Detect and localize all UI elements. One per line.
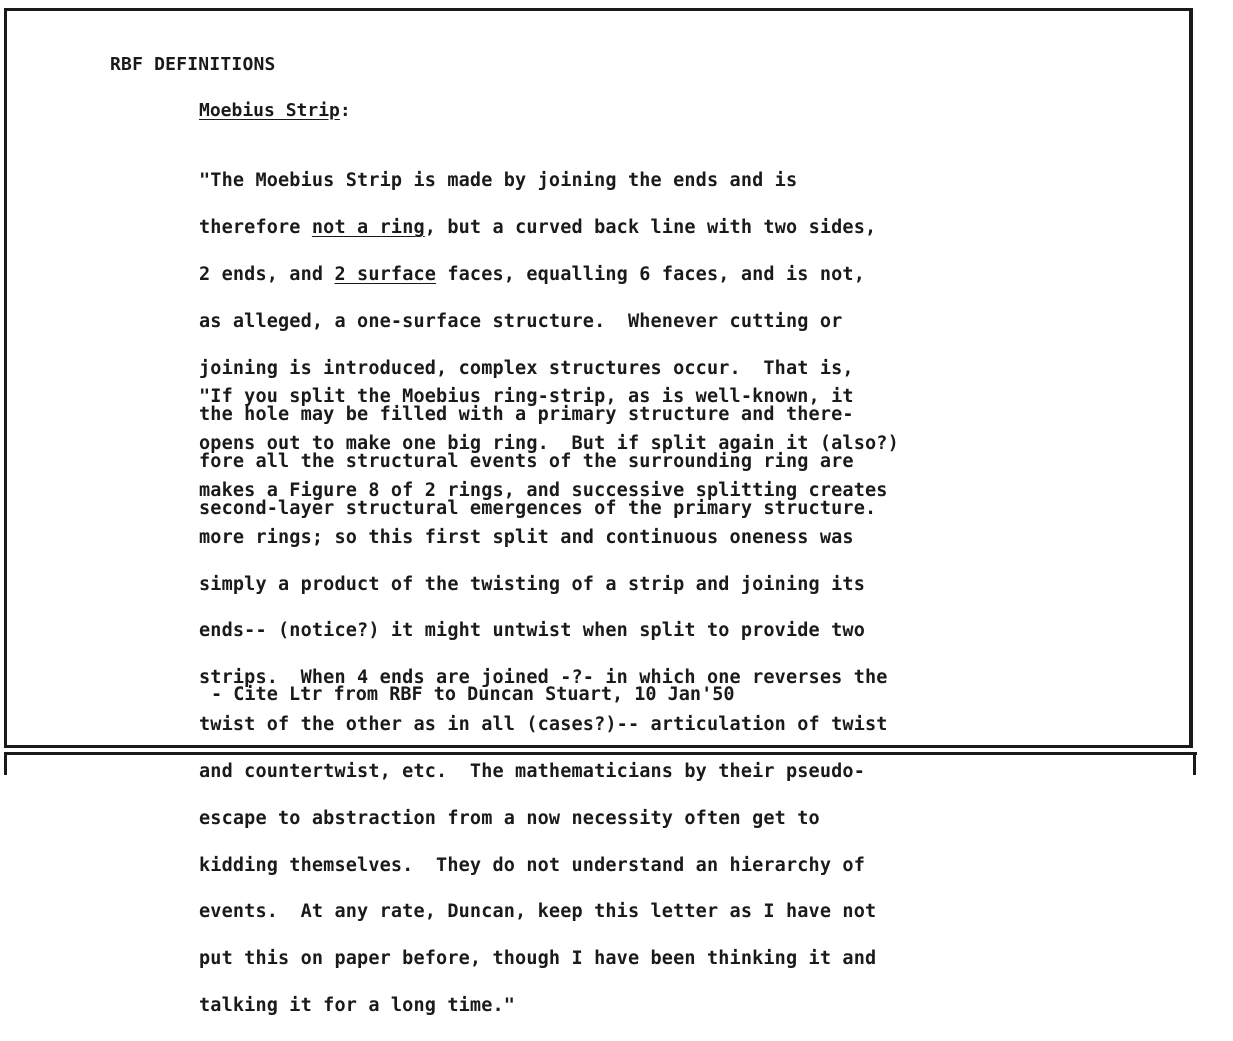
paragraph-line: escape to abstraction from a now necessity often get to: [199, 807, 820, 829]
paragraph-line: makes a Figure 8 of 2 rings, and successive splitting creates: [199, 480, 888, 502]
text-run: faces, equalling 6 faces, and is not,: [436, 264, 866, 286]
paragraph-line: put this on paper before, though I have been thinking it and: [199, 948, 877, 970]
paragraph-line: opens out to make one big ring. But if split again it (also?): [199, 433, 899, 455]
paragraph-line: talking it for a long time.": [199, 994, 516, 1016]
term-label: Moebius Strip: [199, 100, 340, 121]
paragraph-line: more rings; so this first split and continuous oneness was: [199, 526, 854, 548]
text-run: 2 ends, and: [199, 264, 335, 286]
page-title: RBF DEFINITIONS: [110, 54, 276, 75]
citation: - Cite Ltr from RBF to Duncan Stuart, 10 Jan'50: [211, 684, 735, 705]
underlined-phrase: 2 surface: [334, 264, 437, 286]
paragraph-line: the hole may be filled with a primary structure and there-: [199, 404, 854, 426]
text-run: therefore: [199, 217, 312, 239]
paragraph-line: kidding themselves. They do not understand an hierarchy of: [199, 854, 865, 876]
paragraph-line: [199, 263, 876, 286]
paragraph-line: second-layer structural emergences of the primary structure.: [199, 498, 877, 520]
paragraph-line: joining is introduced, complex structures occur. That is,: [199, 357, 854, 379]
paragraph-line: as alleged, a one-surface structure. Whenever cutting or: [199, 310, 843, 332]
paragraph-line: "If you split the Moebius ring-strip, as is well-known, it: [199, 386, 854, 408]
paragraph-line: simply a product of the twisting of a strip and joining its: [199, 573, 865, 595]
underlined-phrase: not a ring: [311, 217, 425, 239]
paragraph-line: [199, 216, 876, 239]
text-run: , but a curved back line with two sides,: [424, 217, 877, 239]
paragraph-line: fore all the structural events of the surrounding ring are: [199, 451, 854, 473]
paragraph-line: "The Moebius Strip is made by joining the ends and is: [199, 170, 798, 192]
paragraph-line: ends-- (notice?) it might untwist when split to provide two: [199, 620, 865, 642]
next-card-edge-right: [1193, 755, 1196, 775]
term-heading: [199, 100, 351, 121]
paragraph-line: events. At any rate, Duncan, keep this letter as I have not: [199, 901, 877, 923]
paragraph-line: twist of the other as in all (cases?)-- articulation of twist: [199, 714, 888, 736]
paragraph-line: strips. When 4 ends are joined -?- in which one reverses the: [199, 667, 888, 689]
term-colon: :: [339, 100, 351, 121]
paragraph-line: and countertwist, etc. The mathematicians by their pseudo-: [199, 760, 865, 782]
next-card-edge-left: [4, 755, 7, 775]
